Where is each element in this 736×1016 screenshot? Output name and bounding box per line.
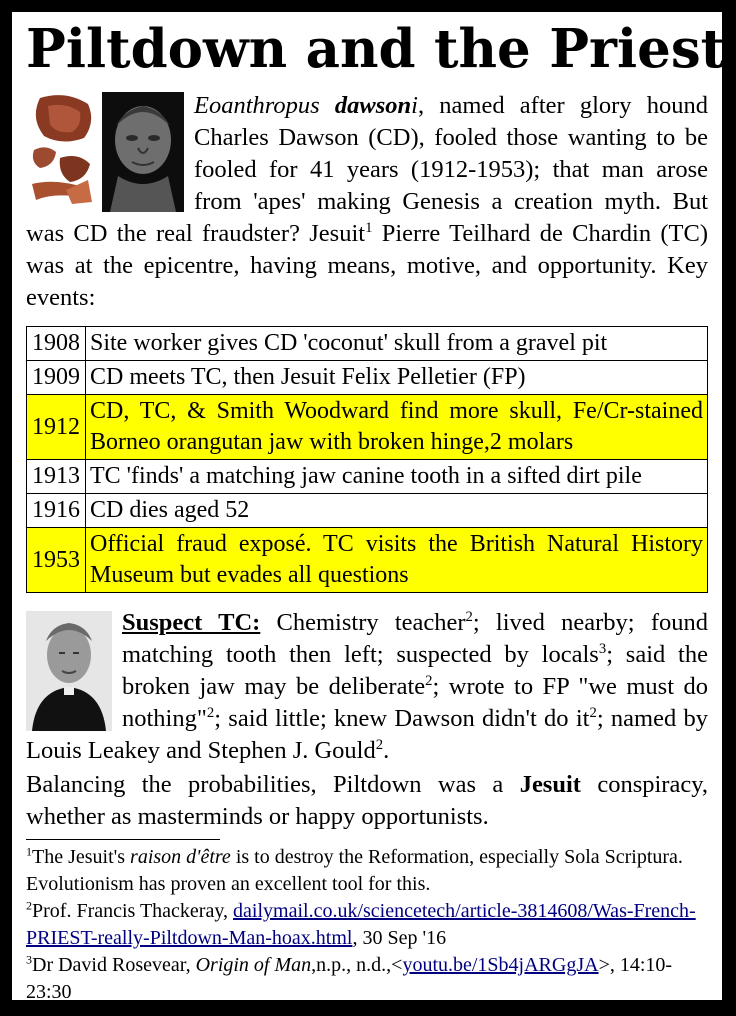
footnote-3 [26, 952, 708, 1006]
event-year: 1953 [27, 528, 86, 593]
event-row [27, 327, 708, 361]
footnote-1 [26, 844, 708, 898]
footnote-ref: 2 [589, 704, 597, 721]
footnote-text: Dr David Rosevear, [32, 954, 196, 976]
event-year: 1909 [27, 361, 86, 395]
event-description: TC 'finds' a matching jaw canine tooth in a sifted dirt pile [86, 460, 708, 494]
dailymail-article-link[interactable]: dailymail.co.uk/sciencetech/article-3814608/Was-French-PRIEST-really-Piltdown-Man-hoax.html [26, 900, 696, 949]
event-row [27, 528, 708, 593]
suspect-paragraph [26, 607, 708, 767]
footnote-ref: 1 [365, 219, 373, 236]
event-description: CD meets TC, then Jesuit Felix Pelletier (FP) [86, 361, 708, 395]
footnote-number: 3 [26, 952, 32, 967]
conclusion-bold: Jesuit [519, 771, 581, 798]
footnote-text: Prof. Francis Thackeray, [32, 900, 234, 922]
event-year: 1908 [27, 327, 86, 361]
footnote-ref: 2 [206, 704, 215, 721]
conclusion-paragraph [26, 769, 708, 833]
footnote-text: is to destroy the Reformation, especially Sola Scriptura. Evolutionism has proven an excellent tool for this. [26, 846, 683, 895]
events-table [26, 326, 708, 593]
event-row [27, 395, 708, 460]
reconstructed-head-image [102, 92, 184, 212]
footnote-text: , 30 Sep '16 [352, 927, 447, 949]
page-title: Piltdown and the Priest [26, 18, 726, 80]
footnote-italic: raison d'être [130, 846, 231, 868]
footnote-ref: 2 [375, 736, 384, 753]
event-year: 1916 [27, 494, 86, 528]
footnote-ref: 2 [465, 608, 473, 625]
poster-card [12, 12, 726, 1003]
footnote-number: 1 [26, 844, 32, 859]
conclusion-text: Balancing the probabilities, Piltdown was a [26, 771, 520, 798]
suspect-text: ; said the broken jaw may be deliberate [122, 641, 708, 700]
footnote-number: 2 [26, 898, 32, 913]
event-description: CD, TC, & Smith Woodward find more skull, Fe/Cr-stained Borneo orangutan jaw with broken hinge,2 molars [86, 395, 708, 460]
suspect-text: ; said little; knew Dawson didn't do it [214, 705, 590, 732]
event-description: CD dies aged 52 [86, 494, 708, 528]
event-row [27, 361, 708, 395]
intro-text-1: , named after glory hound Charles Dawson (CD), fooled those wanting to be fooled for 41 years (1912-1953); that man arose from 'apes' making Genesis a creation myth. But was CD the real fraudster? Jesuit [26, 92, 709, 247]
event-year: 1913 [27, 460, 86, 494]
suspect-text: Chemistry teacher [260, 609, 466, 636]
footnote-divider [26, 839, 220, 840]
footnote-text: >, 14:10-23:30 [26, 954, 673, 1003]
species-name-end: i [411, 92, 418, 119]
youtube-video-link[interactable]: youtu.be/1Sb4jARGgJA [402, 954, 599, 976]
suspect-text: ; lived nearby; found matching tooth then left; suspected by locals [122, 609, 708, 668]
event-description: Site worker gives CD 'coconut' skull from a gravel pit [86, 327, 708, 361]
footnote-ref: 2 [425, 672, 433, 689]
footnote-text: ,n.p., n.d.,< [311, 954, 403, 976]
event-description: Official fraud exposé. TC visits the British Natural History Museum but evades all questions [86, 528, 708, 593]
event-year: 1912 [27, 395, 86, 460]
species-name-bold: dawson [334, 92, 412, 119]
suspect-label: Suspect TC: [122, 609, 261, 636]
footnote-ref: 3 [598, 640, 607, 657]
footnote-2 [26, 898, 708, 952]
priest-portrait-image [26, 611, 112, 731]
event-row [27, 494, 708, 528]
intro-paragraph [26, 90, 708, 314]
fossil-images [26, 92, 184, 212]
skull-fragments-image [26, 92, 98, 210]
suspect-text: . [383, 737, 390, 764]
footnote-italic: Origin of Man [195, 954, 312, 976]
conclusion-text: conspiracy, whether as masterminds or happy opportunists. [26, 771, 708, 830]
footnote-text: The Jesuit's [32, 846, 131, 868]
species-genus: Eoanthropus [194, 92, 320, 119]
suspect-text: ; named by Louis Leakey and Stephen J. Gould [26, 705, 708, 764]
event-row [27, 460, 708, 494]
suspect-text: ; wrote to FP "we must do nothing" [122, 673, 708, 732]
intro-text-2: Pierre Teilhard de Chardin (TC) was at the epicentre, having means, motive, and opportunity. Key events: [26, 220, 709, 311]
